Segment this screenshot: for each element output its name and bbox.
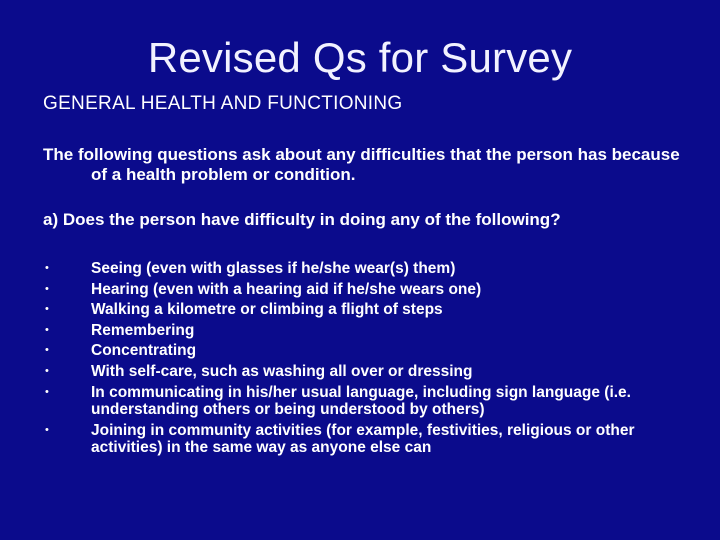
bullet-icon: • xyxy=(45,282,49,295)
bullet-icon: • xyxy=(45,262,49,274)
bullet-icon: • xyxy=(45,323,49,336)
list-item-text: Joining in community activities (for example, festivities, religious or other activities) in the same way as anyone else can xyxy=(91,421,635,457)
bullet-icon: • xyxy=(45,385,49,398)
list-item-text: Walking a kilometre or climbing a flight of steps xyxy=(91,301,443,319)
list-item xyxy=(43,260,693,278)
list-item xyxy=(43,363,693,381)
bullet-icon: • xyxy=(45,344,49,357)
list-item xyxy=(43,422,693,457)
list-item-text: In communicating in his/her usual language, including sign language (i.e. understanding others or being understood by others) xyxy=(91,383,631,419)
difficulty-list xyxy=(43,260,693,460)
list-item-text: With self-care, such as washing all over or dressing xyxy=(91,362,473,380)
bullet-icon: • xyxy=(45,364,49,377)
list-item xyxy=(43,342,693,360)
bullet-icon: • xyxy=(45,303,49,316)
list-item-text: Concentrating xyxy=(91,342,197,360)
intro-paragraph: The following questions ask about any difficulties that the person has because of a health problem or condition. xyxy=(43,145,680,184)
list-item-text: Seeing (even with glasses if he/she wear(s) them) xyxy=(91,260,456,277)
list-item xyxy=(43,281,693,299)
section-heading: GENERAL HEALTH AND FUNCTIONING xyxy=(43,93,403,114)
bullet-icon: • xyxy=(45,423,49,436)
list-item xyxy=(43,301,693,319)
question-text: a) Does the person have difficulty in doing any of the following? xyxy=(43,210,561,229)
list-item xyxy=(43,384,693,419)
list-item-text: Hearing (even with a hearing aid if he/she wears one) xyxy=(91,280,482,298)
slide-title: Revised Qs for Survey xyxy=(147,34,573,81)
list-item xyxy=(43,322,693,340)
list-item-text: Remembering xyxy=(91,321,195,339)
